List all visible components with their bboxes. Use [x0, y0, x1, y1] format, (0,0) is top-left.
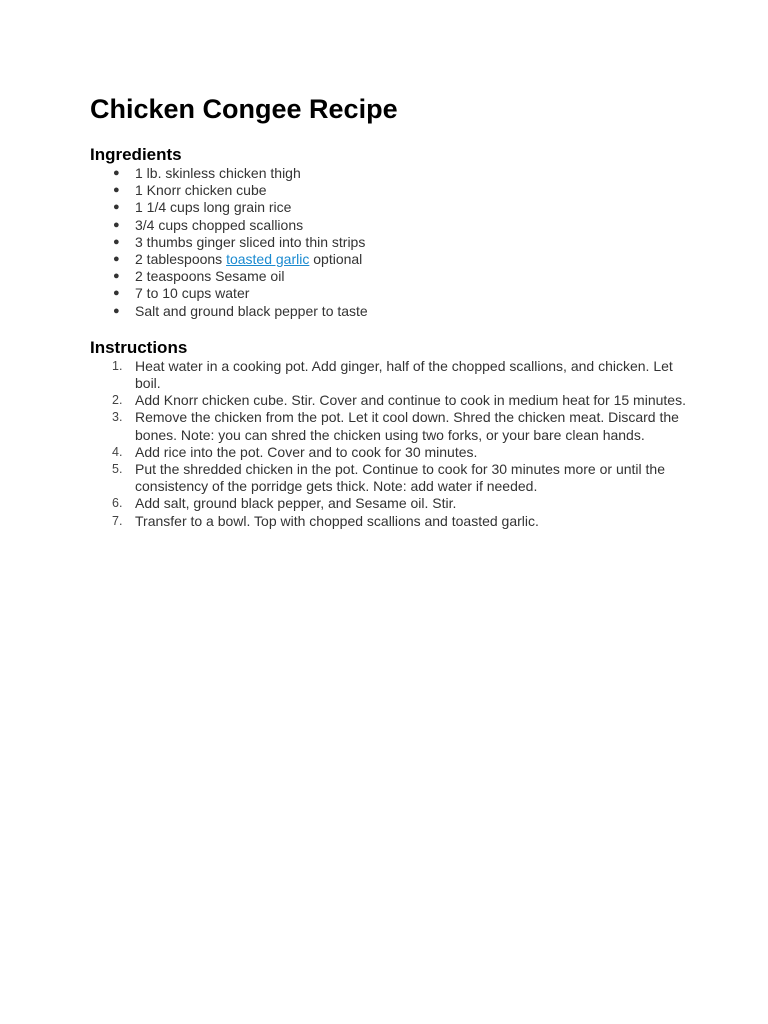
toasted-garlic-link[interactable]: toasted garlic — [226, 251, 310, 268]
bullet-icon: ● — [113, 218, 120, 231]
recipe-document — [90, 92, 690, 530]
ingredient-text-after-link: optional — [309, 251, 363, 268]
step-number: 7. — [112, 513, 123, 528]
ingredients-heading: Ingredients — [90, 145, 182, 164]
bullet-icon: ● — [113, 235, 120, 248]
ingredient-text: 3 thumbs ginger sliced into thin strips — [135, 233, 366, 250]
step-number: 2. — [112, 393, 123, 408]
step-number: 1. — [112, 358, 123, 373]
ingredient-text: Salt and ground black pepper to taste — [135, 302, 368, 319]
step-number: 6. — [112, 496, 123, 511]
step-number: 4. — [112, 444, 123, 459]
list-item — [90, 495, 690, 512]
list-item — [90, 303, 690, 320]
list-item — [90, 285, 690, 302]
bullet-icon: ● — [113, 253, 120, 266]
list-item — [90, 182, 690, 199]
ingredient-text: 3/4 cups chopped scallions — [135, 216, 304, 233]
bullet-icon: ● — [113, 201, 120, 214]
instruction-text: Transfer to a bowl. Top with chopped scallions and toasted garlic. — [135, 512, 539, 529]
list-item — [90, 513, 690, 530]
instruction-text: Add Knorr chicken cube. Stir. Cover and continue to cook in medium heat for 15 minutes. — [135, 392, 686, 409]
list-item — [90, 358, 690, 392]
instruction-text: Add salt, ground black pepper, and Sesame oil. Stir. — [135, 495, 457, 512]
ingredient-text: 1 Knorr chicken cube — [135, 182, 267, 199]
list-item — [90, 392, 690, 409]
ingredient-text: 1 lb. skinless chicken thigh — [135, 165, 301, 181]
instruction-text: Remove the chicken from the pot. Let it cool down. Shred the chicken meat. Discard the bones. Note: you can shred the chicken using two forks, or your bare clean hands. — [135, 409, 679, 443]
ingredient-text: 2 teaspoons Sesame oil — [135, 268, 285, 285]
step-number: 5. — [112, 462, 123, 477]
ingredients-list — [90, 165, 690, 320]
list-item — [90, 165, 690, 182]
list-item — [90, 268, 690, 285]
list-item — [90, 444, 690, 461]
instructions-heading: Instructions — [90, 337, 188, 357]
bullet-icon: ● — [113, 287, 120, 300]
instructions-list — [90, 358, 690, 530]
list-item — [90, 217, 690, 234]
bullet-icon: ● — [113, 270, 120, 283]
ingredient-text-before-link: 2 tablespoons — [135, 251, 227, 268]
list-item — [90, 251, 690, 268]
list-item — [90, 199, 690, 216]
bullet-icon: ● — [113, 304, 120, 317]
page-title: Chicken Congee Recipe — [90, 94, 398, 124]
instruction-text: Heat water in a cooking pot. Add ginger, half of the chopped scallions, and chicken. Let boil. — [135, 357, 673, 392]
step-number: 3. — [112, 410, 123, 425]
instruction-text: Add rice into the pot. Cover and to cook for 30 minutes. — [135, 443, 478, 460]
list-item — [90, 234, 690, 251]
bullet-icon: ● — [113, 184, 120, 197]
instruction-text: Put the shredded chicken in the pot. Continue to cook for 30 minutes more or until the consistency of the porridge gets thick. Note: add water if needed. — [135, 461, 665, 495]
list-item — [90, 461, 690, 495]
ingredient-text: 7 to 10 cups water — [135, 285, 250, 302]
list-item — [90, 409, 690, 443]
bullet-icon: ● — [113, 167, 120, 179]
ingredient-text: 1 1/4 cups long grain rice — [135, 199, 292, 216]
